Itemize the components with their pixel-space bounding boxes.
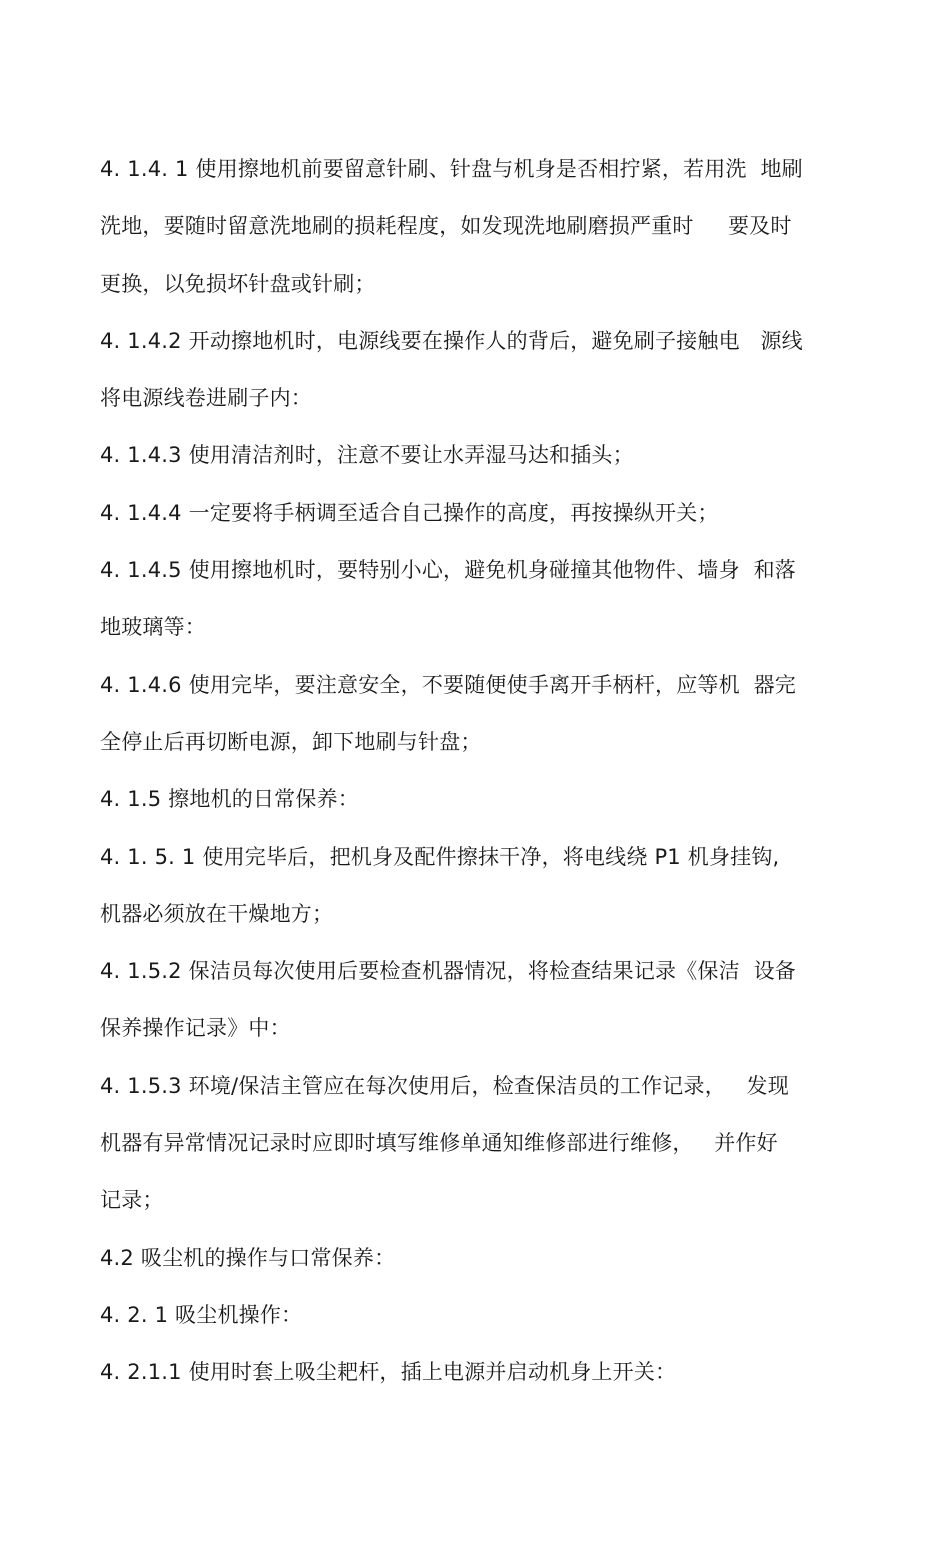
paragraph-4-1-4-6 (100, 657, 860, 772)
text-line: 全停止后再切断电源，卸下地刷与针盘； (100, 729, 482, 754)
text-line: 4. 1.4.3 使用清洁剂时，注意不要让水弄湿马达和插头； (100, 443, 634, 468)
text-line: 4. 1.5.3 环境/保洁主管应在每次使用后，检查保洁员的工作记录， 发现 (100, 1073, 789, 1098)
text-line: 洗地，要随时留意洗地刷的损耗程度，如发现洗地刷磨损严重时 要及时 (100, 214, 792, 239)
paragraph-4-2-1-1 (100, 1344, 860, 1401)
text-line: 更换，以免损坏针盘或针刷； (100, 271, 376, 296)
text-line: 机器有异常情况记录时应即时填写维修单通知维修部进行维修， 并作好 (100, 1131, 778, 1156)
document-body (100, 141, 860, 1402)
text-line: 将电源线卷进刷子内： (100, 386, 312, 411)
text-line: 4. 1.5 擦地机的日常保养： (100, 787, 359, 812)
text-line: 4. 1.4.2 开动擦地机时，电源线要在操作人的背后，避免刷子接触电 源线 (100, 328, 803, 353)
text-line: 4.2 吸尘机的操作与口常保养： (100, 1245, 396, 1270)
paragraph-4-1-5-2 (100, 943, 860, 1058)
text-line: 4. 1. 5. 1 使用完毕后，把机身及配件擦抹干净，将电线绕 P1 机身挂钩, (100, 844, 780, 869)
text-line: 机器必须放在干燥地方； (100, 901, 334, 926)
paragraph-4-1-4-4 (100, 485, 860, 542)
section-heading-4-1-5 (100, 771, 860, 828)
paragraph-4-1-4-1 (100, 141, 860, 313)
text-line: 4. 1.5.2 保洁员每次使用后要检查机器情况，将检查结果记录《保洁 设备 (100, 959, 796, 984)
paragraph-4-1-5-3 (100, 1058, 860, 1230)
text-line: 4. 2. 1 吸尘机操作： (100, 1302, 303, 1327)
text-line: 4. 1.4.5 使用擦地机时，要特别小心，避免机身碰撞其他物件、墙身 和落 (100, 558, 796, 583)
paragraph-4-1-5-1 (100, 829, 860, 944)
text-line: 4. 1.4.4 一定要将手柄调至适合自己操作的高度，再按操纵开关； (100, 500, 719, 525)
paragraph-4-1-4-3 (100, 427, 860, 484)
paragraph-4-1-4-2 (100, 313, 860, 428)
section-heading-4-2 (100, 1230, 860, 1287)
text-line: 4. 1.4.6 使用完毕，要注意安全，不要随便使手离开手柄杆，应等机 器完 (100, 672, 796, 697)
paragraph-4-1-4-5 (100, 542, 860, 657)
section-heading-4-2-1 (100, 1287, 860, 1344)
text-line: 4. 1.4. 1 使用擦地机前要留意针刷、针盘与机身是否相拧紧，若用洗 地刷 (100, 157, 803, 181)
text-line: 地玻璃等： (100, 615, 206, 640)
text-line: 记录； (100, 1188, 164, 1213)
text-line: 4. 2.1.1 使用时套上吸尘耙杆，插上电源并启动机身上开关： (100, 1360, 677, 1385)
text-line: 保养操作记录》中： (100, 1016, 291, 1041)
